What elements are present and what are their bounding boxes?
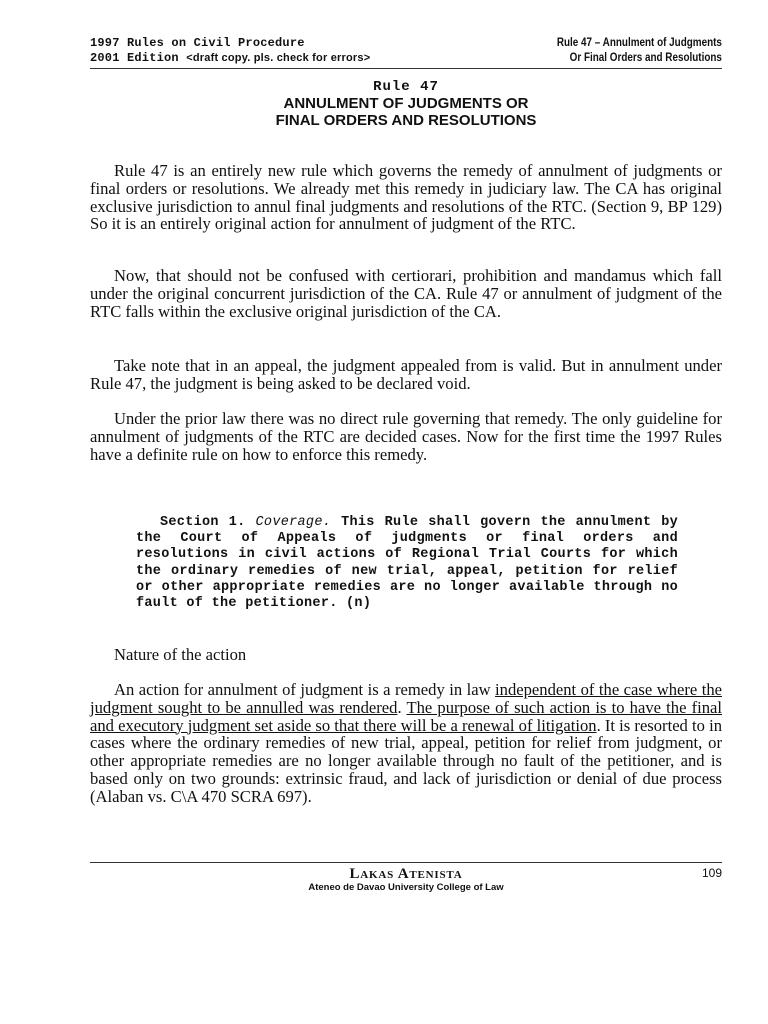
paragraph-certiorari: Now, that should not be confused with certiorari, prohibition and mandamus which fall under the original concurrent jurisdiction of the CA. Rule 47 or annulment of judgment of the RTC falls within the exclusive original jurisdiction of the CA. [90, 266, 722, 321]
header-rule-subtitle: Or Final Orders and Resolutions [569, 52, 722, 64]
header-draft-note: <draft copy. pls. check for errors> [186, 52, 371, 64]
nature-heading: Nature of the action [114, 645, 247, 664]
header-rule-title: Rule 47 – Annulment of Judgments [556, 37, 722, 49]
footer-subtitle: Ateneo de Davao University College of Law [308, 882, 504, 893]
rule-title-block [90, 79, 722, 129]
footer-divider [90, 862, 722, 863]
rule-number: Rule 47 [373, 79, 439, 95]
nature-underline-2: The purpose of such action is to have the final and executory judgment set aside so that there will be a renewal of litigation [90, 697, 722, 735]
nature-text-2: . [397, 697, 407, 717]
section-body: This Rule shall govern the annulment by the Court of Appeals of judgments or final orders and resolutions in civil actions of Regional Trial Courts for which the ordinary remedies of new trial, appeal, petition for relief or other appropriate remedies are no longer available through no fault of the petitioner. (n) [136, 515, 679, 612]
section-1-coverage [136, 515, 678, 612]
header-left [90, 36, 370, 66]
paragraph-prior-law: Under the prior law there was no direct rule governing that remedy. The only guideline for annulment of judgments of the RTC are decided cases. Now for the first time the 1997 Rules have a definite rule on how to enforce this remedy. [90, 409, 722, 464]
header-right [557, 36, 722, 66]
section-heading: Coverage. [255, 515, 332, 530]
header-book-title: 1997 Rules on Civil Procedure [90, 36, 305, 50]
paragraph-appeal-vs-annulment: Take note that in an appeal, the judgment appealed from is valid. But in annulment under Rule 47, the judgment is being asked to be declared void. [90, 356, 722, 393]
paragraph-intro: Rule 47 is an entirely new rule which governs the remedy of annulment of judgments or final orders or resolutions. We already met this remedy in judiciary law. The CA has original exclusive jurisdiction to annul final judgments and resolutions of the RTC. (Section 9, BP 129) So it is an entirely original action for annulment of judgment of the RTC. [90, 161, 722, 234]
nature-text-3: . It is resorted to in cases where the ordinary remedies of new trial, appeal, petition for relief from judgment, or other appropriate remedies are no longer available through no fault of the petitioner, and is based only on two grounds: extrinsic fraud, and lack of jurisdiction or denial of due process (Alaban vs. C\A 470 SCRA 697). [90, 715, 722, 806]
rule-title-line-2: FINAL ORDERS AND RESOLUTIONS [275, 112, 537, 129]
nature-underline-1: independent of the case where the judgment sought to be annulled was rendered [90, 680, 722, 717]
paragraph-nature [90, 681, 722, 806]
section-label: Section 1. [160, 515, 246, 530]
header-edition-label: 2001 Edition [90, 51, 179, 65]
page-header [90, 36, 722, 69]
nature-text-1: An action for annulment of judgment is a remedy in law [114, 680, 496, 699]
page-number: 109 [701, 866, 722, 880]
rule-title-line-1: ANNULMENT OF JUDGMENTS OR [283, 95, 529, 112]
footer-title: Lakas Atenista [349, 866, 463, 882]
header-edition [90, 51, 370, 66]
